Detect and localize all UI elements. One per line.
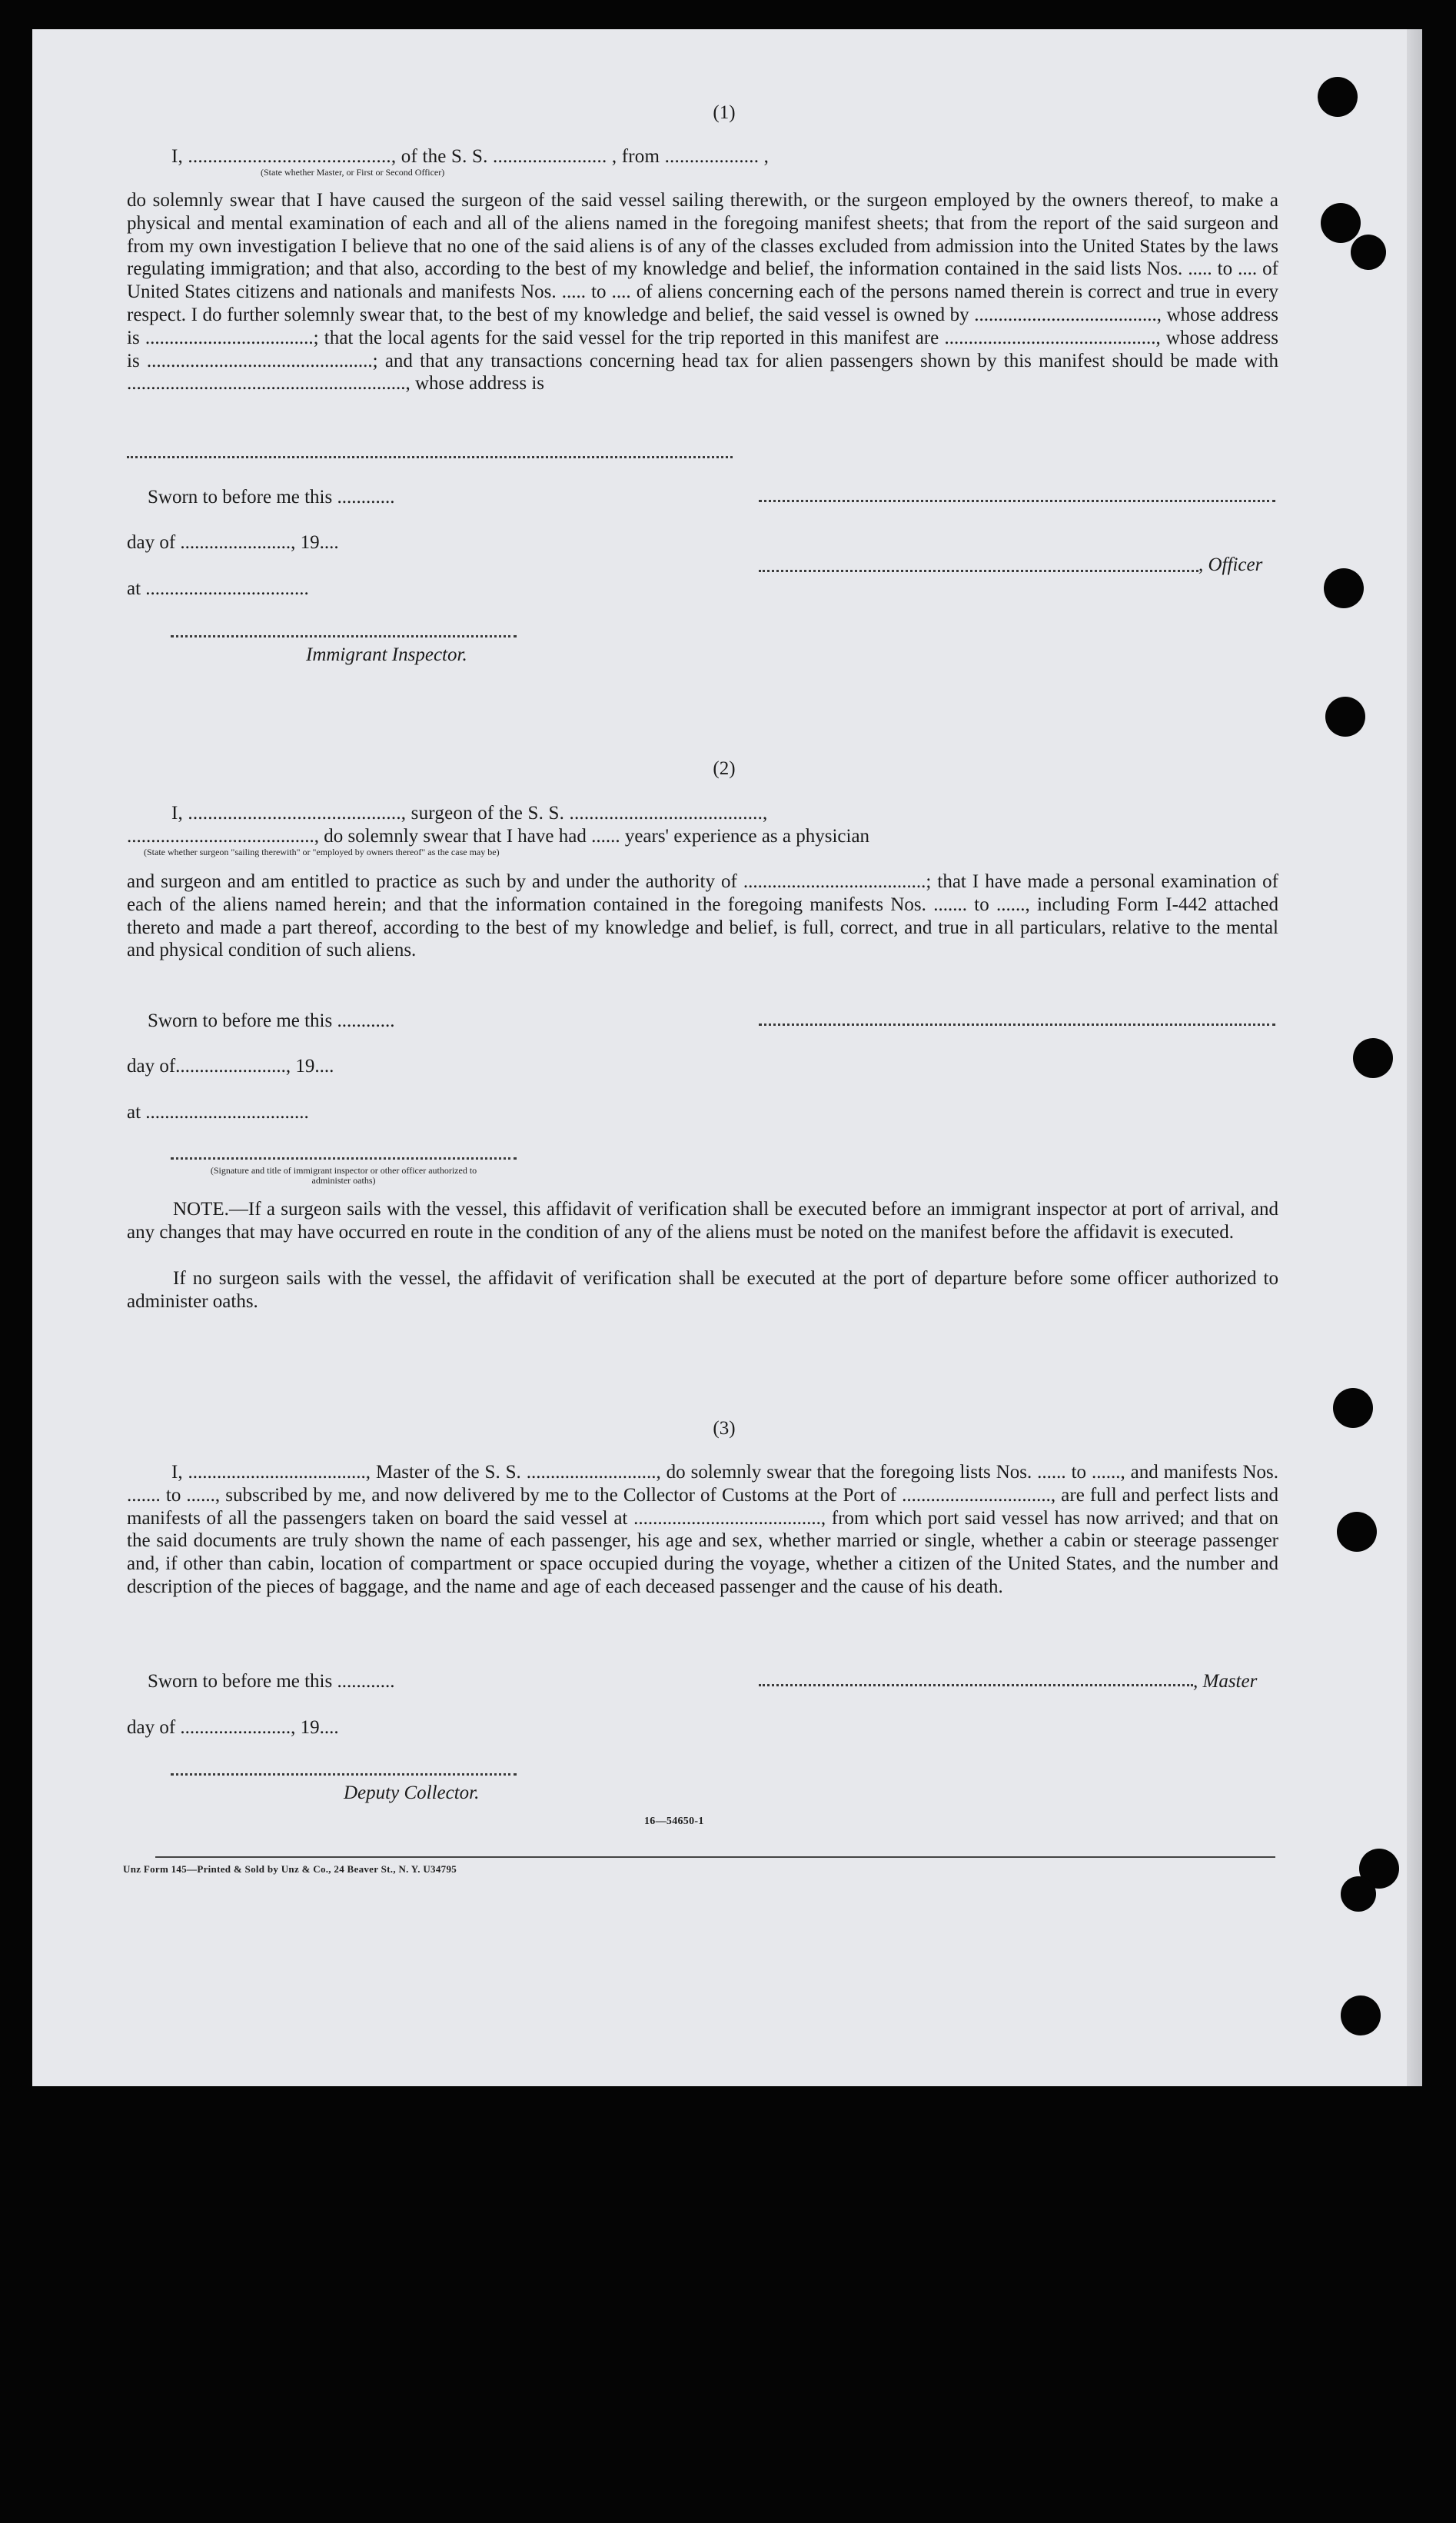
section-2-experience-line: ......................................., do solemnly swear that I have had ...... years' experience as a physician [127, 826, 870, 847]
surgeon-status-note: (State whether surgeon "sailing therewith" or "employed by owners thereof" as the case may be) [144, 847, 500, 857]
master-signature-line [759, 1684, 1193, 1686]
footer-rule [155, 1856, 1275, 1858]
section-2-sworn-line: Sworn to before me this ............ [148, 1010, 395, 1031]
collector-signature-line [171, 1773, 517, 1776]
punch-hole [1353, 1038, 1393, 1078]
section-2-surgeon-line: I, ..........................................., surgeon of the S. S. ......................................., [171, 803, 768, 824]
punch-hole [1337, 1512, 1377, 1552]
punch-hole [1318, 77, 1358, 117]
section-1-opening-line: I, ........................................., of the S. S. ....................... , from ................... , [171, 146, 770, 167]
section-1-number: (1) [713, 102, 736, 123]
deputy-collector-label: Deputy Collector. [344, 1782, 480, 1803]
form-sheet [32, 29, 1418, 2086]
punch-hole [1333, 1388, 1373, 1428]
section-1-officer-note: (State whether Master, or First or Second Officer) [261, 167, 445, 178]
master-label: , Master [1193, 1671, 1258, 1692]
address-blank-line [127, 456, 733, 458]
section-3-oath-text: I, ....................................., Master of the S. S. ..........................., do solemnly swear that the foregoing lists Nos. ...... to ......, and manifests Nos. ....... to ......, subscribed by me, and now delivered by me to the Collector of Customs at the Port of ..............................., are full and perfect lists and manifests of all the passengers taken on board the said vessel at ......................................., from which port said vessel has now arrived; and that on the said documents are truly shown the name of each passenger, his age and sex, whether married or single, whether a cabin or steerage passenger and, if other than cabin, location of compartment or space occupied during the voyage, whether a citizen of the United States, and the number and description of the pieces of baggage, and the name and age of each deceased passenger and the cause of his death. [127, 1462, 1278, 1597]
section-1-sworn-line: Sworn to before me this ............ [148, 487, 395, 508]
surgeon-signature-line [759, 1024, 1275, 1026]
section-2-day-line: day of......................., 19.... [127, 1056, 334, 1077]
punch-hole [1351, 235, 1386, 270]
no-surgeon-note-paragraph: If no surgeon sails with the vessel, the affidavit of verification shall be executed at the port of departure before some officer authorized to administer oaths. [127, 1268, 1278, 1312]
section-2-oath-text: and surgeon and am entitled to practice as such by and under the authority of ......................................; that I have made a personal examination of each of the aliens named herein; and that the information contained in the foregoing manifests Nos. ....... to ......, including Form I-442 attached thereto and made a part thereof, according to the best of my knowledge and belief, is full, correct, and true in all particulars, relative to the mental and physical condition of such aliens. [127, 871, 1278, 961]
officer-label: , Officer [1198, 554, 1263, 575]
section-2-number: (2) [713, 758, 736, 779]
officer-signature-line [759, 570, 1198, 572]
section-3-day-line: day of ......................., 19.... [127, 1717, 339, 1738]
section-1-at-line: at .................................. [127, 578, 309, 599]
printer-imprint: Unz Form 145—Printed & Sold by Unz & Co., 24 Beaver St., N. Y. U34795 [123, 1863, 457, 1875]
section-1-oath-text: do solemnly swear that I have caused the surgeon of the said vessel sailing therewith, or the surgeon employed by the owners thereof, to make a physical and mental examination of each and all of the aliens named in the foregoing manifest sheets; that from the report of the said surgeon and from my own investigation I believe that no one of the said aliens is of any of the classes excluded from admission into the United States by the laws regulating immigration; and that also, according to the best of my knowledge and belief, the information contained in the said lists Nos. ..... to .... of United States citizens and nationals and manifests Nos. ..... to .... of aliens concerning each of the persons named therein is correct and true in every respect. I do further solemnly swear that, to the best of my knowledge and belief, the said vessel is owned by ......................................, whose address is ...................................; that the local agents for the said vessel for the trip reported in this manifest are ............................................, whose address is ...............................................; and that any transactions concerning head tax for alien passengers shown by this manifest should be made with .........................................................., whose address is [127, 190, 1278, 394]
section-3-sworn-line: Sworn to before me this ............ [148, 1671, 395, 1692]
form-number: 16—54650-1 [644, 1816, 704, 1827]
punch-hole [1321, 203, 1361, 243]
section-1-signature-line [759, 500, 1275, 502]
section-2-at-line: at .................................. [127, 1102, 309, 1123]
signature-title-note: (Signature and title of immigrant inspector or other officer authorized to administer oaths) [210, 1165, 477, 1186]
section-2-official-signature-line [171, 1157, 517, 1160]
inspector-signature-line [171, 635, 517, 637]
section-3-number: (3) [713, 1418, 736, 1439]
section-1-day-line: day of ......................., 19.... [127, 532, 339, 553]
punch-hole [1341, 1876, 1376, 1912]
surgeon-note-paragraph: NOTE.—If a surgeon sails with the vessel, this affidavit of verification shall be executed before an immigrant inspector at port of arrival, and any changes that may have occurred en route in the condition of any of the aliens must be noted on the manifest before the affidavit is executed. [127, 1199, 1278, 1243]
punch-hole [1324, 568, 1364, 608]
immigrant-inspector-label: Immigrant Inspector. [306, 644, 467, 665]
punch-hole [1325, 697, 1365, 737]
punch-hole [1341, 1995, 1381, 2035]
